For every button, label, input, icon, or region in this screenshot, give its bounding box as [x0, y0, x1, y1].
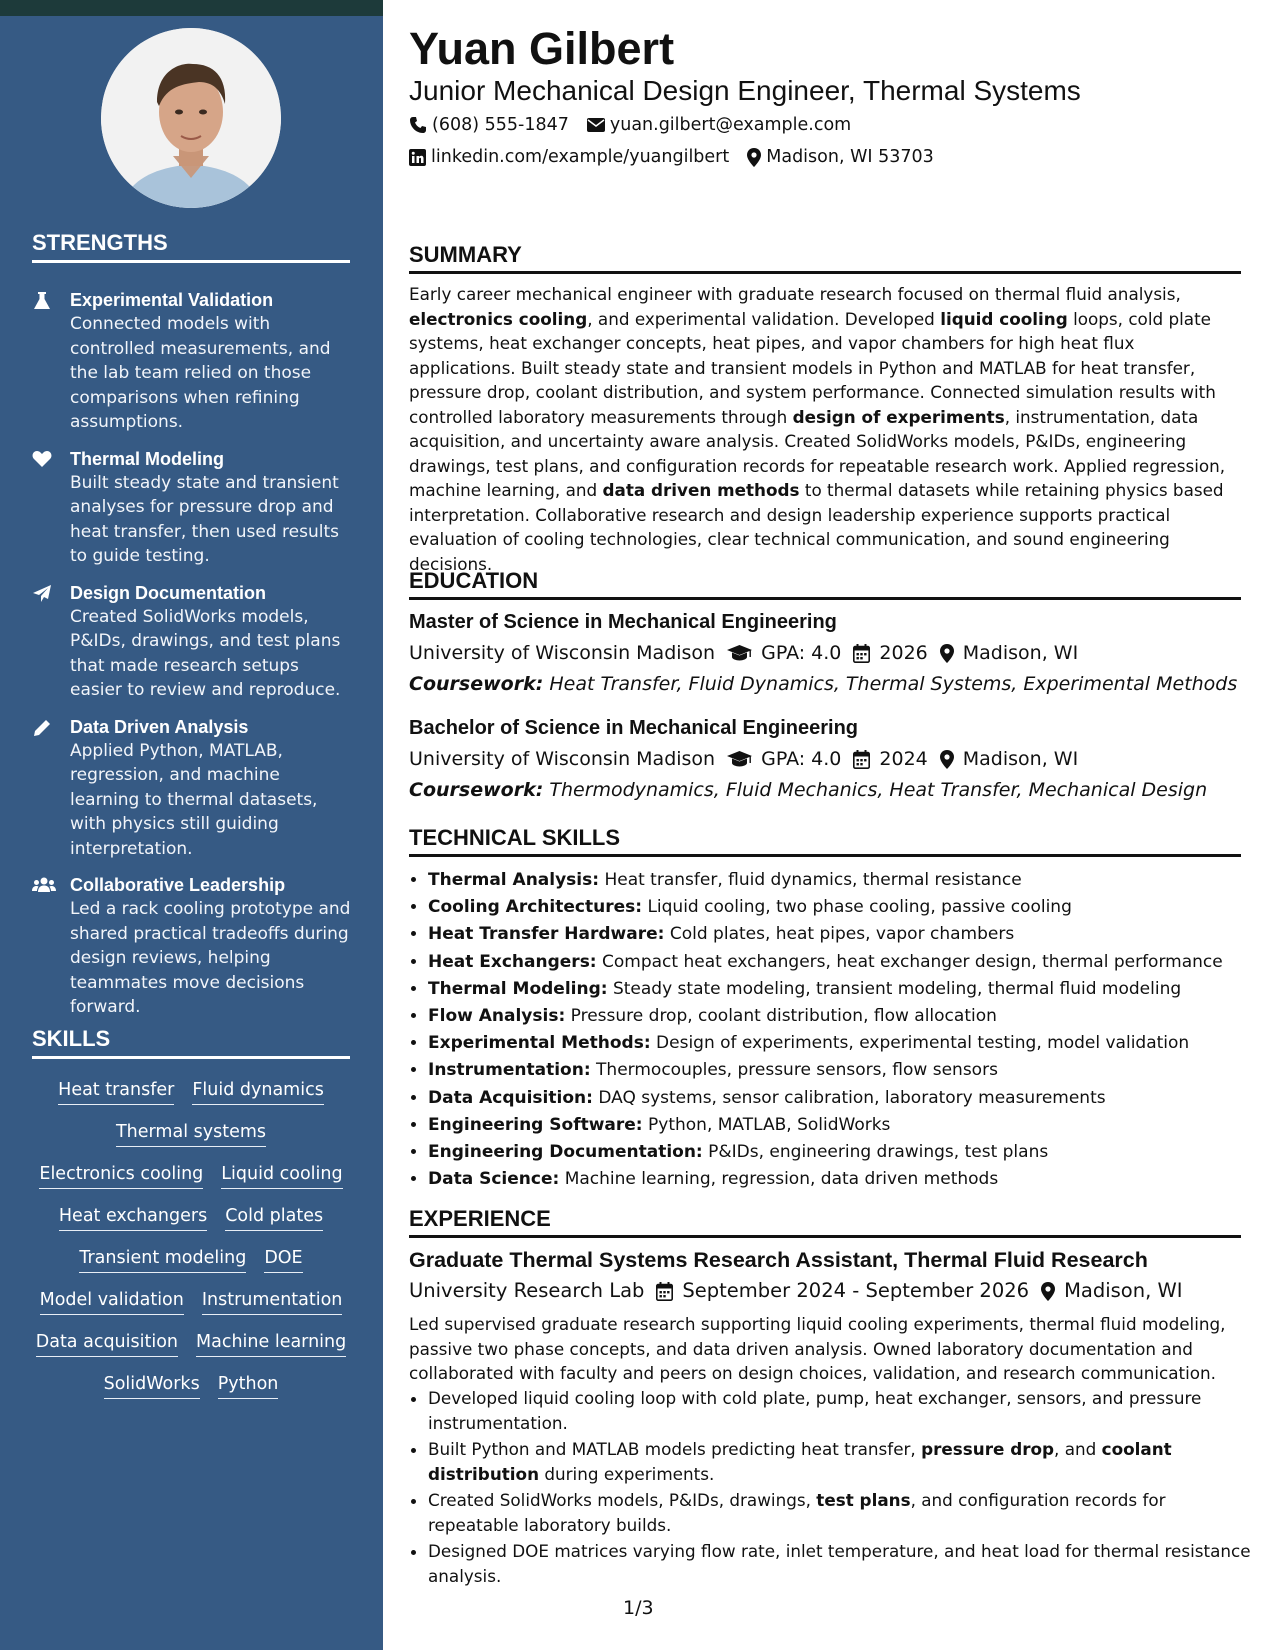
bullet-text: Developed liquid cooling loop with cold plate, pump, heat exchanger, sensors, and pressure instrumentation. — [428, 1388, 1202, 1433]
skill-details: Cold plates, heat pipes, vapor chambers — [669, 924, 1015, 945]
list-item — [428, 1139, 1260, 1166]
linkedin-link[interactable]: linkedin.com/example/yuangilbert — [431, 147, 730, 167]
calendar-icon — [853, 644, 870, 663]
skill-tag: Transient modeling — [79, 1246, 246, 1273]
list-item — [428, 1057, 1260, 1084]
skill-details: Steady state modeling, transient modeling, thermal fluid modeling — [612, 978, 1182, 999]
job-title: Graduate Thermal Systems Research Assistant, Thermal Fluid Research — [409, 1248, 1148, 1272]
skill-details: Pressure drop, coolant distribution, flow allocation — [570, 1006, 997, 1027]
list-item — [428, 1112, 1260, 1139]
gpa-item — [727, 746, 841, 772]
skill-tag: Heat exchangers — [59, 1204, 207, 1231]
flask-icon — [32, 291, 54, 311]
skill-category: Data Science: — [428, 1169, 560, 1190]
list-item — [428, 949, 1260, 976]
coursework-list: Heat Transfer, Fluid Dynamics, Thermal Systems, Experimental Methods — [549, 673, 1238, 695]
map-pin-icon — [940, 644, 954, 663]
location-item — [940, 746, 1078, 772]
strength-item — [32, 581, 352, 703]
strength-title: Data Driven Analysis — [70, 716, 249, 737]
bullet-text: during experiments. — [539, 1463, 715, 1484]
technical-skills-list — [409, 867, 1260, 1193]
coursework-label: Coursework: — [409, 673, 544, 695]
summary-part: to thermal datasets while retaining physics based interpretation. Collaborative research and design leadership experience supports practical evaluation of cooling technologies, clear technical communication, and sound engineering decisions. — [409, 480, 1224, 574]
bullet-text: Created SolidWorks models, P&IDs, drawings, — [428, 1490, 817, 1510]
strength-item — [32, 715, 352, 862]
skill-tag: Instrumentation — [202, 1288, 343, 1315]
job-meta — [409, 1278, 1195, 1304]
list-item — [428, 1437, 1260, 1486]
list-item — [428, 1030, 1260, 1057]
heart-icon — [32, 450, 54, 470]
experience-heading: EXPERIENCE — [409, 1206, 1241, 1238]
job-bullets — [409, 1386, 1260, 1590]
school-name: University of Wisconsin Madison — [409, 748, 716, 770]
skill-category: Experimental Methods: — [428, 1033, 651, 1054]
bullet-text: , and — [1054, 1439, 1102, 1459]
skill-category: Thermal Analysis: — [428, 870, 600, 890]
email-item — [587, 113, 851, 137]
skill-details: DAQ systems, sensor calibration, laboratory measurements — [598, 1087, 1106, 1108]
school-name: University of Wisconsin Madison — [409, 642, 716, 664]
bullet-emphasis: pressure drop — [921, 1439, 1055, 1459]
page-number: 1/3 — [623, 1597, 654, 1619]
list-item — [428, 1085, 1260, 1112]
bullet-text: , and configuration records for repeatable laboratory builds. — [428, 1490, 1166, 1535]
skill-details: Design of experiments, experimental testing, model validation — [656, 1033, 1190, 1054]
map-pin-icon — [747, 148, 761, 167]
technical-skills-heading: TECHNICAL SKILLS — [409, 825, 1241, 857]
skills-heading: SKILLS — [32, 1026, 350, 1059]
location-item — [747, 145, 934, 169]
skill-tag: Heat transfer — [58, 1078, 174, 1105]
map-pin-icon — [940, 750, 954, 769]
strength-description: Created SolidWorks models, P&IDs, drawings, and test plans that made research setups easier to review and reproduce. — [70, 606, 341, 700]
location-item — [1041, 1278, 1182, 1304]
dates-item — [656, 1278, 1029, 1304]
strength-title: Collaborative Leadership — [70, 875, 286, 895]
skill-tag: Python — [218, 1372, 279, 1399]
gpa-value: GPA: 4.0 — [761, 642, 842, 664]
sidebar — [0, 16, 383, 1650]
graduation-year: 2026 — [879, 642, 928, 664]
calendar-icon — [853, 750, 870, 769]
phone-number[interactable]: (608) 555-1847 — [432, 115, 569, 135]
year-item — [853, 640, 927, 666]
skill-tag: Thermal systems — [116, 1120, 266, 1147]
strength-description: Led a rack cooling prototype and shared practical tradeoffs during design reviews, helping teammates move decisions forward. — [70, 899, 351, 1017]
bullet-text: Built Python and MATLAB models predicting heat transfer, — [428, 1439, 922, 1459]
skills-tag-list — [32, 1078, 350, 1399]
bullet-text: Designed DOE matrices varying flow rate, inlet temperature, and heat load for thermal resistance analysis. — [428, 1541, 1251, 1586]
strength-description: Built steady state and transient analyses for pressure drop and heat transfer, then used results to guide testing. — [70, 472, 339, 566]
summary-part: loops, cold plate systems, heat exchanger concepts, heat pipes, and vapor chambers for high heat flux applications. Built steady state and transient models in Python and MATLAB for heat transfer, pressure drop, coolant distribution, and system performance. Connected simulation results with controlled laboratory measurements through — [409, 308, 1216, 427]
graduation-cap-icon — [727, 645, 752, 661]
degree-title: Master of Science in Mechanical Engineering — [409, 611, 837, 633]
skill-category: Heat Exchangers: — [428, 951, 597, 972]
coursework — [409, 671, 1237, 697]
users-icon — [32, 876, 54, 896]
gpa-value: GPA: 4.0 — [761, 748, 842, 770]
summary-heading: SUMMARY — [409, 242, 1241, 274]
degree-meta — [409, 746, 1090, 772]
skill-details: Heat transfer, fluid dynamics, thermal resistance — [604, 870, 1022, 890]
list-item — [428, 976, 1260, 1003]
phone-item — [409, 113, 569, 137]
location-item — [940, 640, 1078, 666]
skill-tag: Fluid dynamics — [192, 1078, 323, 1105]
degree-title: Bachelor of Science in Mechanical Engineering — [409, 717, 859, 739]
list-item — [428, 921, 1260, 948]
list-item — [428, 867, 1260, 894]
skill-category: Engineering Documentation: — [428, 1142, 703, 1163]
strength-item — [32, 873, 352, 1020]
year-item — [853, 746, 927, 772]
school-location: Madison, WI — [962, 642, 1079, 664]
strength-description: Applied Python, MATLAB, regression, and machine learning to thermal datasets, with physics still guiding interpretation. — [70, 740, 318, 859]
bullet-emphasis: coolant distribution — [428, 1439, 1172, 1484]
phone-icon — [409, 116, 427, 134]
education-heading: EDUCATION — [409, 568, 1241, 600]
strength-item — [32, 447, 352, 569]
skill-tag: Liquid cooling — [221, 1162, 342, 1189]
gpa-item — [727, 640, 841, 666]
skill-tag: DOE — [264, 1246, 302, 1273]
skill-details: Python, MATLAB, SolidWorks — [648, 1114, 891, 1135]
map-pin-icon — [1041, 1282, 1055, 1301]
skill-category: Flow Analysis: — [428, 1006, 566, 1027]
skill-details: Liquid cooling, two phase cooling, passive cooling — [647, 897, 1072, 918]
linkedin-icon — [409, 149, 426, 166]
strength-description: Connected models with controlled measurements, and the lab team relied on those comparisons when refining assumptions. — [70, 314, 331, 432]
envelope-icon — [587, 118, 605, 132]
avatar — [101, 28, 281, 208]
list-item — [428, 894, 1260, 921]
contact-row-2 — [409, 145, 952, 169]
graduation-cap-icon — [727, 751, 752, 767]
strengths-heading: STRENGTHS — [32, 230, 350, 263]
bullet-emphasis: test plans — [816, 1490, 911, 1510]
list-item — [428, 1386, 1260, 1435]
skill-tag: Data acquisition — [36, 1330, 178, 1357]
skill-tag: Model validation — [40, 1288, 184, 1315]
list-item — [428, 1488, 1260, 1537]
skill-details: P&IDs, engineering drawings, test plans — [708, 1142, 1049, 1163]
skill-category: Heat Transfer Hardware: — [428, 924, 665, 945]
employer-name: University Research Lab — [409, 1279, 645, 1302]
strength-title: Thermal Modeling — [70, 448, 225, 469]
candidate-title: Junior Mechanical Design Engineer, Thermal Systems — [409, 75, 1081, 106]
skill-category: Cooling Architectures: — [428, 897, 643, 918]
summary-emphasis: data driven methods — [602, 480, 800, 500]
job-location: Madison, WI — [1064, 1279, 1183, 1302]
coursework — [409, 777, 1207, 803]
skill-tag: Cold plates — [225, 1204, 323, 1231]
candidate-name: Yuan Gilbert — [409, 23, 675, 74]
calendar-icon — [656, 1282, 673, 1301]
summary-emphasis: design of experiments — [792, 406, 1005, 427]
summary-part: , and experimental validation. Developed — [587, 308, 941, 329]
email-link[interactable]: yuan.gilbert@example.com — [609, 115, 852, 135]
list-item — [428, 1539, 1260, 1588]
school-item — [409, 640, 715, 666]
strength-item — [32, 288, 352, 435]
list-item — [428, 1166, 1260, 1193]
location-text: Madison, WI 53703 — [766, 147, 934, 167]
summary-emphasis: liquid cooling — [940, 308, 1068, 329]
paper-plane-icon — [32, 584, 54, 604]
summary-text — [409, 282, 1241, 576]
coursework-list: Thermodynamics, Fluid Mechanics, Heat Transfer, Mechanical Design — [549, 779, 1208, 801]
skill-details: Compact heat exchangers, heat exchanger design, thermal performance — [602, 951, 1223, 972]
skill-category: Thermal Modeling: — [428, 978, 608, 999]
skill-category: Instrumentation: — [428, 1060, 591, 1081]
skill-details: Thermocouples, pressure sensors, flow sensors — [596, 1060, 998, 1081]
school-item — [409, 746, 715, 772]
skill-tag: SolidWorks — [104, 1372, 200, 1399]
contact-row-1 — [409, 113, 869, 137]
strength-title: Design Documentation — [70, 582, 267, 603]
job-dates: September 2024 - September 2026 — [682, 1279, 1030, 1302]
skill-category: Engineering Software: — [428, 1114, 643, 1135]
strength-title: Experimental Validation — [70, 290, 274, 310]
school-location: Madison, WI — [962, 748, 1079, 770]
graduation-year: 2024 — [879, 748, 928, 770]
coursework-label: Coursework: — [409, 779, 544, 801]
skill-tag: Electronics cooling — [39, 1162, 203, 1189]
skill-category: Data Acquisition: — [428, 1087, 593, 1108]
summary-part: Early career mechanical engineer with graduate research focused on thermal fluid analysis, — [409, 284, 1181, 304]
linkedin-item — [409, 145, 729, 169]
skill-details: Machine learning, regression, data driven methods — [564, 1169, 999, 1190]
employer-item — [409, 1278, 644, 1304]
pencil-icon — [32, 718, 54, 738]
list-item — [428, 1003, 1260, 1030]
summary-emphasis: electronics cooling — [409, 308, 588, 329]
degree-meta — [409, 640, 1090, 666]
job-summary: Led supervised graduate research supporting liquid cooling experiments, thermal fluid modeling, passive two phase concepts, and data driven analysis. Owned laboratory documentation and collaborated with faculty and peers on design choices, validation, and research communication. — [409, 1314, 1226, 1383]
strengths-list — [32, 288, 352, 1032]
skill-tag: Machine learning — [196, 1330, 346, 1357]
top-accent-bar — [0, 0, 383, 16]
summary-part: , instrumentation, data acquisition, and uncertainty aware analysis. Created SolidWorks models, P&IDs, engineering drawings, test plans, and configuration records for repeatable research work. Applied regression, machine learning, and — [409, 406, 1226, 500]
